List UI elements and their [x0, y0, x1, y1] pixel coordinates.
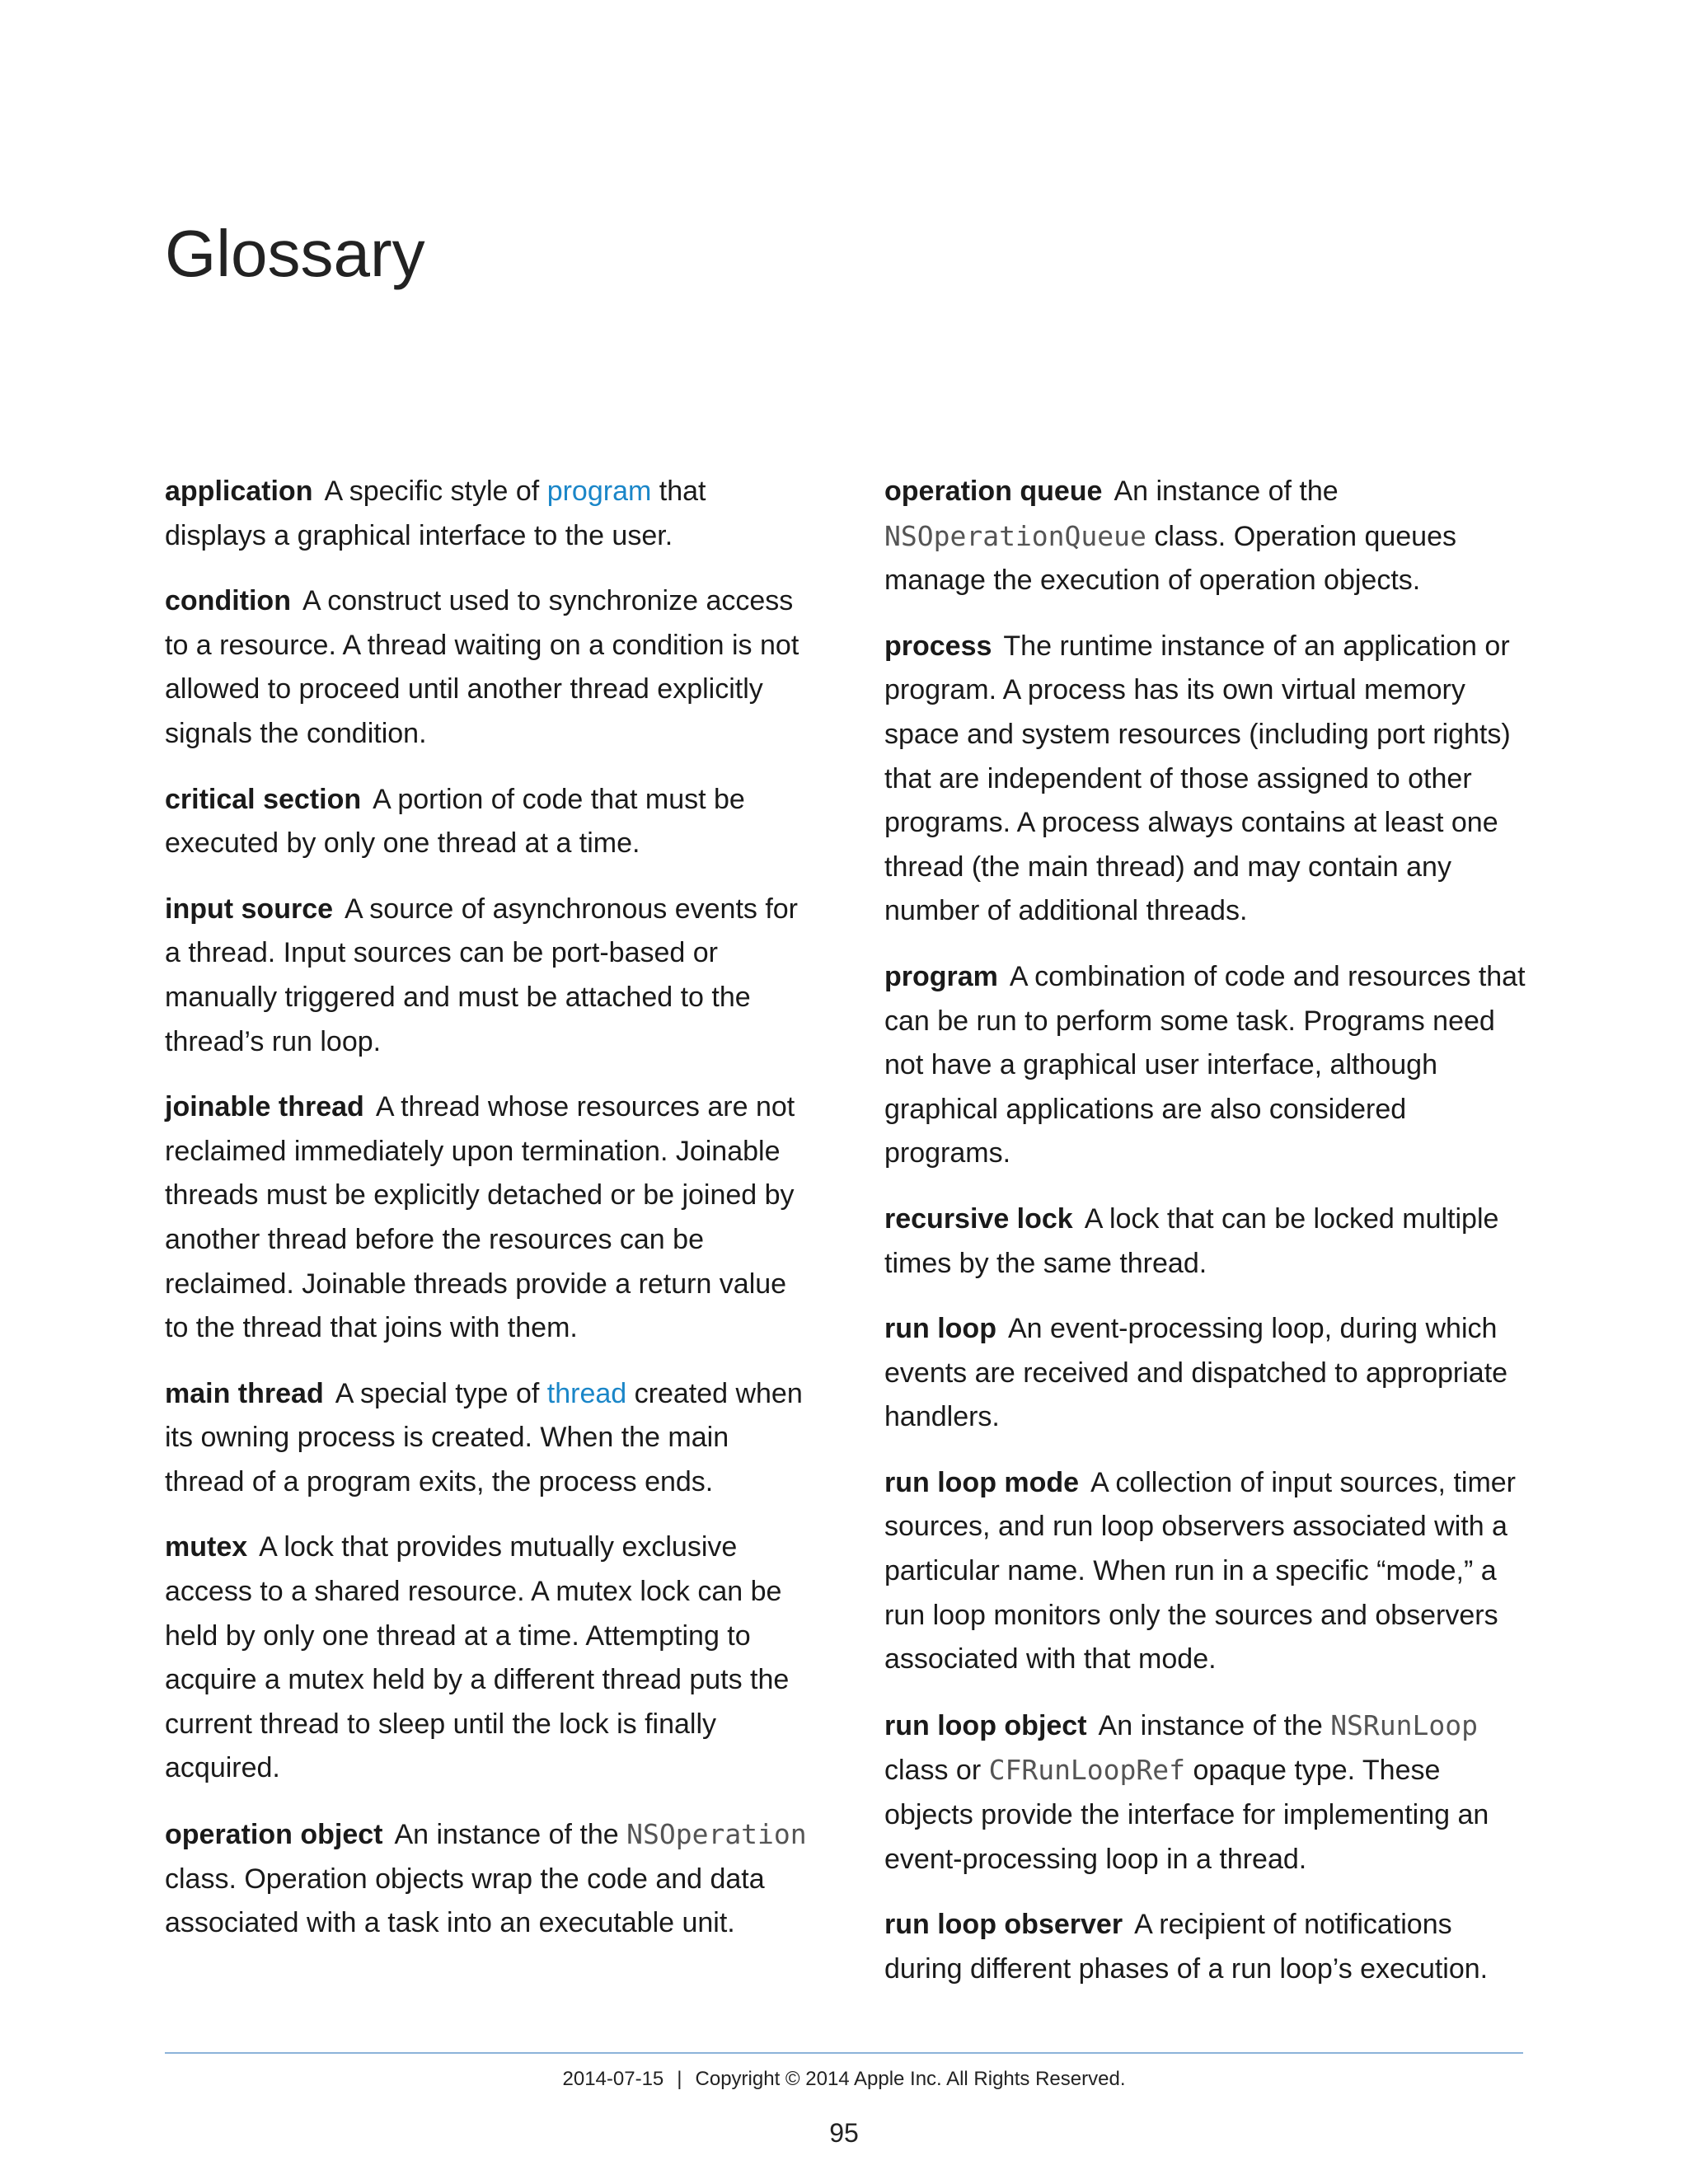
- glossary-entry: [165, 1526, 812, 1791]
- footer-date: 2014-07-15: [562, 2068, 664, 2090]
- footer-divider: [165, 2052, 1523, 2054]
- glossary-term: run loop object: [884, 1709, 1087, 1741]
- glossary-term: application: [165, 476, 313, 507]
- glossary-entry: [884, 1461, 1527, 1682]
- glossary-entry: [884, 1307, 1527, 1440]
- glossary-entry: [884, 1903, 1527, 1991]
- glossary-term: mutex: [165, 1531, 248, 1563]
- glossary-column-right: [884, 470, 1527, 2013]
- definition-text: A lock that provides mutually exclusive access to a shared resource. A mutex lock can be held by only one thread at a time. Attempting to acquire a mutex held by a different thread puts the current thread to sleep until the lock is finally acquired.: [165, 1531, 790, 1784]
- glossary-term: run loop: [884, 1313, 996, 1345]
- glossary-entry: [884, 470, 1527, 603]
- code-identifier: NSOperation: [626, 1818, 807, 1851]
- glossary-term: operation queue: [884, 476, 1103, 507]
- definition-text: A specific style of: [324, 476, 547, 507]
- glossary-entry: [884, 1197, 1527, 1286]
- definition-text: A combination of code and resources that can be run to perform some task. Programs need not have a graphical user interface, although graphical applications are also considered programs.: [884, 960, 1526, 1169]
- glossary-link[interactable]: program: [546, 476, 652, 507]
- definition-text: A source of asynchronous events for a thread. Input sources can be port-based or manually triggered and must be attached to the thread’s run loop.: [165, 893, 799, 1057]
- glossary-entry: [165, 579, 812, 756]
- definition-text: class or: [884, 1755, 989, 1787]
- glossary-term: condition: [165, 585, 291, 617]
- glossary-term: run loop mode: [884, 1466, 1080, 1498]
- definition-text: class. Operation queues manage the execution of operation objects.: [884, 520, 1456, 597]
- definition-text: A special type of: [335, 1377, 547, 1409]
- glossary-term: operation object: [165, 1819, 383, 1851]
- definition-text: A portion of code that must be executed by only one thread at a time.: [165, 783, 745, 860]
- glossary-term: recursive lock: [884, 1202, 1073, 1235]
- glossary-term: run loop observer: [884, 1909, 1123, 1941]
- glossary-entry: [165, 470, 812, 558]
- definition-text: An event-processing loop, during which events are received and dispatched to appropriate handlers.: [884, 1313, 1508, 1433]
- code-identifier: NSRunLoop: [1330, 1708, 1478, 1741]
- definition-text: that displays a graphical interface to the user.: [165, 476, 706, 551]
- definition-text: A thread whose resources are not reclaimed immediately upon termination. Joinable threads must be explicitly detached or be joined by another thread before the resources can be reclaimed. Joinable threads provide a return value to the thread that joins with them.: [165, 1091, 795, 1344]
- definition-text: The runtime instance of an application or program. A process has its own virtual memory space and system resources (including port rights) that are independent of those assigned to other programs. A process always contains at least one thread (the main thread) and may contain any number of additional threads.: [884, 630, 1511, 927]
- definition-text: An instance of the: [394, 1819, 627, 1851]
- glossary-entry: [884, 625, 1527, 934]
- definition-text: An instance of the: [1098, 1709, 1331, 1741]
- code-identifier: CFRunLoopRef: [988, 1754, 1186, 1787]
- glossary-link[interactable]: thread: [546, 1377, 627, 1409]
- glossary-entry: [165, 1085, 812, 1351]
- glossary-term: main thread: [165, 1377, 324, 1409]
- definition-text: class. Operation objects wrap the code and data associated with a task into an executable unit.: [165, 1863, 765, 1939]
- definition-text: A lock that can be locked multiple times by the same thread.: [884, 1202, 1499, 1279]
- glossary-term: process: [884, 630, 992, 662]
- page-title: Glossary: [165, 217, 425, 290]
- glossary-term: joinable thread: [165, 1091, 364, 1123]
- glossary-column-left: [165, 470, 812, 1967]
- footer-separator: |: [677, 2068, 682, 2090]
- page-number: 95: [829, 2118, 859, 2148]
- definition-text: A construct used to synchronize access to a resource. A thread waiting on a condition is not allowed to proceed until another thread explicitly signals the condition.: [165, 585, 799, 749]
- glossary-term: critical section: [165, 783, 362, 815]
- footer: [165, 2066, 1523, 2093]
- footer-copyright: Copyright © 2014 Apple Inc. All Rights Reserved.: [695, 2068, 1126, 2090]
- glossary-entry: [884, 955, 1527, 1176]
- definition-text: A collection of input sources, timer sources, and run loop observers associated with a particular name. When run in a specific “mode,” a run loop monitors only the sources and observers associated with that mode.: [884, 1466, 1517, 1675]
- glossary-term: program: [884, 960, 998, 992]
- code-identifier: NSOperationQueue: [884, 519, 1146, 552]
- definition-text: An instance of the: [1114, 476, 1339, 507]
- glossary-term: input source: [165, 893, 334, 925]
- definition-text: opaque type. These objects provide the interface for implementing an event-processing loop in a thread.: [884, 1755, 1489, 1875]
- glossary-entry: [165, 1372, 812, 1505]
- definition-text: A recipient of notifications during different phases of a run loop’s execution.: [884, 1909, 1489, 1985]
- glossary-entry: [165, 1812, 812, 1946]
- definition-text: created when its owning process is created. When the main thread of a program exits, the process ends.: [165, 1377, 803, 1497]
- glossary-entry: [165, 778, 812, 866]
- glossary-entry: [884, 1704, 1527, 1882]
- glossary-entry: [165, 888, 812, 1064]
